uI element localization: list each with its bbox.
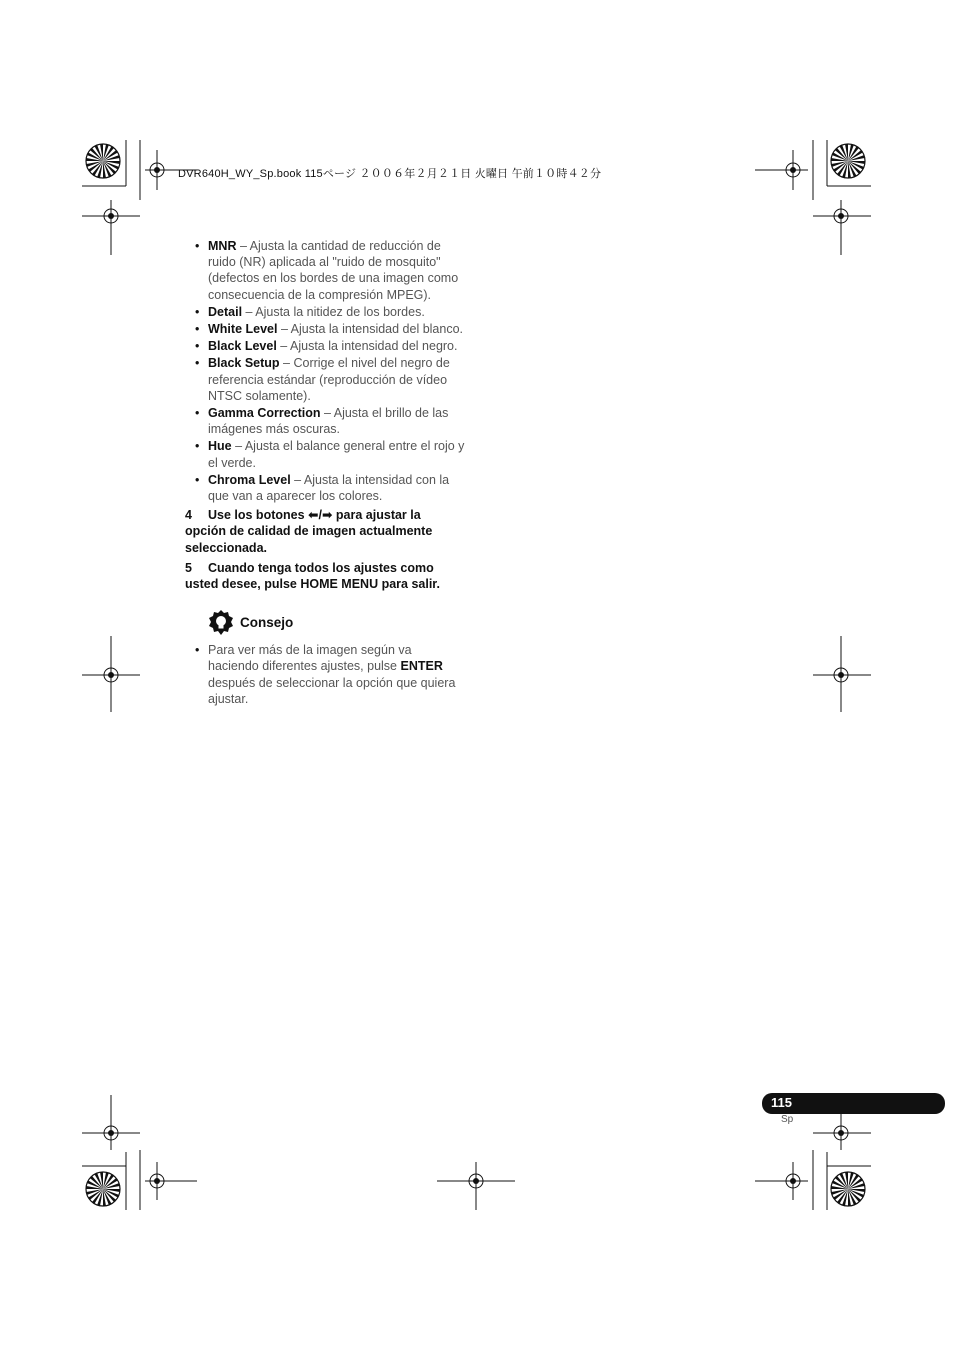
lightbulb-icon xyxy=(208,610,234,636)
print-header: DVR640H_WY_Sp.book 115ページ ２００６年２月２１日 火曜日 午前１０時４２分 xyxy=(178,168,602,180)
step-number: 5 xyxy=(185,560,192,575)
setting-name: Chroma Level xyxy=(208,472,291,487)
step-5 xyxy=(185,560,465,592)
step-4 xyxy=(185,507,465,556)
setting-description: – Corrige el nivel del negro de referencia estándar (reproducción de vídeo NTSC solamente). xyxy=(208,356,450,403)
setting-description: – Ajusta la intensidad del negro. xyxy=(276,339,458,354)
setting-description: – Ajusta la intensidad del blanco. xyxy=(277,322,464,337)
setting-description: – Ajusta la intensidad con la que van a aparecer los colores. xyxy=(208,472,450,504)
starburst-target-icon xyxy=(831,144,865,178)
list-item xyxy=(185,338,465,354)
tip-text: después de seleccionar la opción que quiera ajustar. xyxy=(208,675,456,706)
list-item xyxy=(185,405,465,437)
setting-description: – Ajusta el brillo de las imágenes más oscuras. xyxy=(208,406,449,437)
tip-item xyxy=(185,642,465,707)
list-item xyxy=(185,355,465,404)
bullet-list xyxy=(185,238,465,504)
setting-name: Black Setup xyxy=(208,356,280,371)
step-number: 4 xyxy=(185,508,192,523)
step-text: para ajustar la opción de calidad de imagen actualmente seleccionada. xyxy=(185,508,433,555)
tip-text: Para ver más de la imagen según va haciendo diferentes ajustes, pulse xyxy=(208,643,412,674)
tip-title: Consejo xyxy=(240,615,294,631)
step-text: Use los botones xyxy=(208,508,309,523)
language-code: Sp xyxy=(781,1114,794,1125)
starburst-target-icon xyxy=(86,144,120,178)
setting-name: Hue xyxy=(208,439,232,454)
tip-heading xyxy=(208,610,465,636)
setting-description: – Ajusta la cantidad de reducción de ruido (NR) aplicada al "ruido de mosquito" (defectos en los bordes de una imagen como consecuencia de la compresión MPEG). xyxy=(208,239,459,302)
arrow-buttons-icon: ⬅/➡ xyxy=(308,508,333,523)
page-number: 115 xyxy=(771,1095,792,1110)
content-column xyxy=(185,238,465,708)
setting-name: MNR xyxy=(208,239,237,253)
setting-name: Gamma Correction xyxy=(208,406,321,421)
setting-name: Black Level xyxy=(208,339,277,354)
setting-description: – Ajusta el balance general entre el rojo y el verde. xyxy=(208,439,465,470)
list-item xyxy=(185,472,465,504)
list-item xyxy=(185,238,465,303)
starburst-target-icon xyxy=(831,1172,865,1206)
list-item xyxy=(185,438,465,470)
setting-name: Detail xyxy=(208,304,243,319)
enter-key-label: ENTER xyxy=(400,659,443,674)
setting-name: White Level xyxy=(208,322,278,337)
step-text: Cuando tenga todos los ajustes como usted desee, pulse HOME MENU para salir. xyxy=(185,560,440,592)
starburst-target-icon xyxy=(86,1172,120,1206)
list-item xyxy=(185,321,465,337)
list-item xyxy=(185,304,465,320)
setting-description: – Ajusta la nitidez de los bordes. xyxy=(242,304,425,319)
